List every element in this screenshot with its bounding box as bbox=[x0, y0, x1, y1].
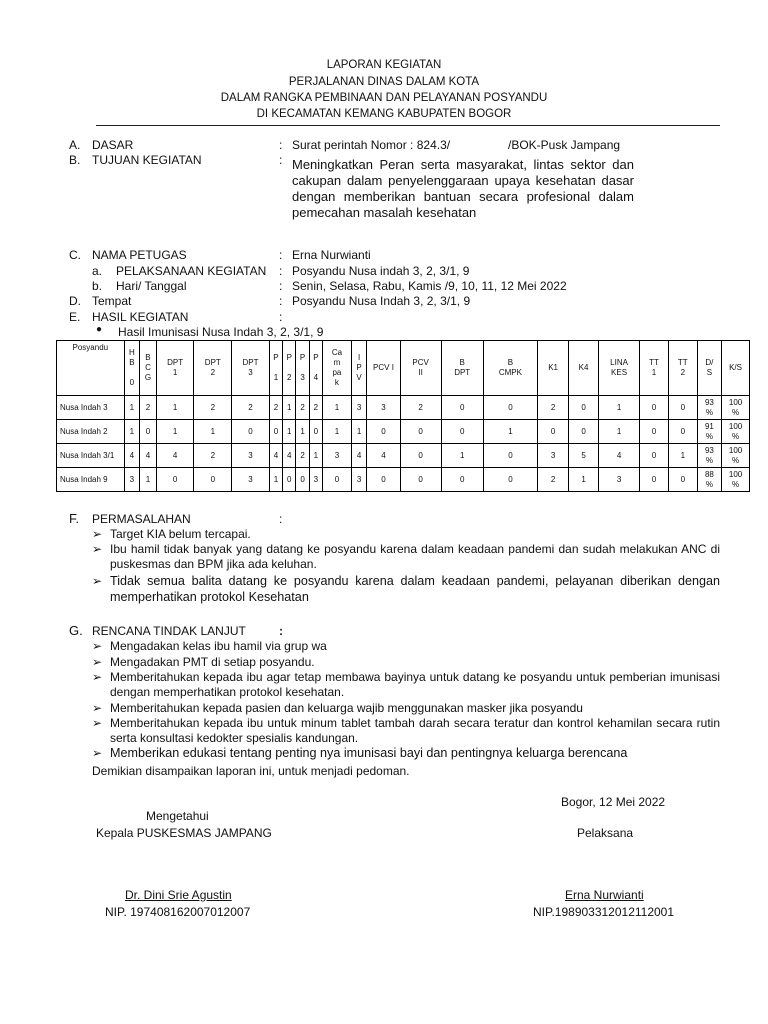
section-b-line-3: dengan memberikan bantuan secara profesional dalam bbox=[292, 189, 634, 204]
table-cell: 1 bbox=[124, 420, 140, 444]
posyandu-name-cell: Nusa Indah 3 bbox=[57, 396, 125, 420]
table-header-cell bbox=[269, 341, 282, 396]
table-cell: 0 bbox=[296, 468, 309, 492]
table-cell: 1 bbox=[599, 420, 640, 444]
ks-cell-line: 100 bbox=[728, 445, 743, 455]
section-a-value: Surat perintah Nomor : 824.3/ bbox=[292, 138, 451, 152]
arrow-bullet-icon: ➢ bbox=[92, 701, 103, 715]
table-cell: 1 bbox=[668, 444, 697, 468]
section-g-colon: : bbox=[279, 624, 283, 638]
table-cell: 1 bbox=[194, 420, 232, 444]
table-cell: 1 bbox=[323, 396, 352, 420]
table-cell: 4 bbox=[156, 444, 194, 468]
ds-cell-line: % bbox=[705, 407, 713, 417]
section-g-letter: G. bbox=[69, 623, 83, 638]
table-cell: 3 bbox=[232, 444, 270, 468]
table-cell: 0 bbox=[538, 420, 569, 444]
table-row bbox=[57, 420, 750, 444]
table-cell: 2 bbox=[232, 396, 270, 420]
arrow-bullet-icon: ➢ bbox=[92, 655, 103, 669]
section-c-a-letter: a. bbox=[92, 264, 103, 278]
table-header-cell bbox=[697, 341, 721, 396]
table-cell: 2 bbox=[194, 444, 232, 468]
closing-text: Demikian disampaikan laporan ini, untuk menjadi pedoman. bbox=[92, 764, 410, 778]
table-header-line: 0 bbox=[129, 378, 135, 387]
table-header-line: DPT bbox=[204, 358, 221, 367]
left-signatory-title-1: Mengetahui bbox=[146, 809, 209, 823]
posyandu-name-cell: Nusa Indah 2 bbox=[57, 420, 125, 444]
table-header-line: 2 bbox=[680, 368, 686, 377]
table-cell: 1 bbox=[599, 396, 640, 420]
arrow-bullet-icon: ➢ bbox=[92, 716, 103, 730]
table-cell: 0 bbox=[640, 396, 669, 420]
table-header-line: CMPK bbox=[498, 368, 522, 377]
section-b-line-2: cakupan dalam penyelenggaraan upaya kesehatan dasar bbox=[292, 173, 634, 188]
ds-cell-line: 93 bbox=[704, 397, 714, 407]
section-c-letter: C. bbox=[69, 248, 81, 262]
table-cell: 1 bbox=[269, 468, 282, 492]
table-cell: 1 bbox=[309, 444, 322, 468]
table-cell: 4 bbox=[124, 444, 140, 468]
table-header-line: I bbox=[357, 353, 361, 362]
report-title: LAPORAN KEGIATAN bbox=[326, 59, 442, 71]
table-cell: 0 bbox=[441, 420, 483, 444]
table-header-line: LINA bbox=[610, 358, 628, 367]
table-cell: 4 bbox=[599, 444, 640, 468]
section-b-line-4: pemecahan masalah kesehatan bbox=[292, 205, 477, 220]
table-cell: 4 bbox=[269, 444, 282, 468]
table-cell: 4 bbox=[283, 444, 296, 468]
table-cell: 0 bbox=[400, 420, 441, 444]
place-date: Bogor, 12 Mei 2022 bbox=[561, 795, 666, 809]
section-b-colon: : bbox=[279, 153, 283, 167]
section-g-label: RENCANA TINDAK LANJUT bbox=[92, 624, 246, 638]
section-c-a-label: PELAKSANAAN KEGIATAN bbox=[116, 264, 267, 278]
table-header-cell bbox=[599, 341, 640, 396]
section-f-colon: : bbox=[279, 512, 283, 526]
table-header-cell bbox=[124, 341, 140, 396]
ds-cell-line: 91 bbox=[704, 421, 714, 431]
table-header-line: H bbox=[128, 348, 135, 357]
ks-cell-line: 100 bbox=[728, 397, 743, 407]
posyandu-name-cell: Nusa Indah 9 bbox=[57, 468, 125, 492]
table-cell: 1 bbox=[483, 420, 537, 444]
ks-cell-line: 100 bbox=[728, 469, 743, 479]
section-c-a-colon: : bbox=[279, 264, 283, 278]
section-c-colon: : bbox=[279, 248, 283, 262]
table-cell: 0 bbox=[441, 468, 483, 492]
table-header-cell bbox=[140, 341, 157, 396]
table-header-line bbox=[125, 368, 140, 378]
table-header-line: 1 bbox=[273, 373, 279, 382]
report-subtitle-2: DALAM RANGKA PEMBINAAN DAN PELAYANAN POSYANDU bbox=[220, 92, 548, 104]
section-d-colon: : bbox=[279, 294, 283, 308]
table-cell: 4 bbox=[351, 444, 367, 468]
section-c-b-letter: b. bbox=[92, 279, 103, 293]
section-a-letter: A. bbox=[69, 138, 81, 152]
report-subtitle-1: PERJALANAN DINAS DALAM KOTA bbox=[288, 76, 480, 88]
table-header-cell bbox=[323, 341, 352, 396]
table-header-line: K1 bbox=[548, 363, 558, 372]
section-e-colon: : bbox=[279, 310, 283, 324]
table-cell: 1 bbox=[156, 396, 194, 420]
table-cell: 3 bbox=[323, 444, 352, 468]
left-signatory-nip: NIP. 197408162007012007 bbox=[105, 905, 251, 919]
posyandu-name-cell: Nusa Indah 3/1 bbox=[57, 444, 125, 468]
table-cell: 2 bbox=[296, 396, 309, 420]
table-header-line: C bbox=[145, 363, 151, 372]
left-signatory-title-2: Kepala PUSKESMAS JAMPANG bbox=[96, 826, 272, 840]
table-header-line: 2 bbox=[287, 373, 292, 382]
report-subtitle-3: DI KECAMATAN KEMANG KABUPATEN BOGOR bbox=[256, 108, 512, 120]
permasalahan-item-3: Tidak semua balita datang ke posyandu karena dalam keadaan pandemi, pelayanan diberikan dengan memperhatikan protokol Kesehatan bbox=[110, 574, 720, 604]
table-header-cell bbox=[367, 341, 400, 396]
section-b-line-1: Meningkatkan Peran serta masyarakat, lintas sektor dan bbox=[292, 157, 634, 172]
table-cell: 0 bbox=[269, 420, 282, 444]
table-cell: 0 bbox=[309, 420, 322, 444]
table-header-cell bbox=[722, 341, 750, 396]
right-signatory-title: Pelaksana bbox=[577, 826, 634, 840]
table-header-line: P bbox=[286, 353, 292, 362]
bullet-dot-icon: ● bbox=[96, 324, 103, 335]
table-cell: 2 bbox=[538, 468, 569, 492]
ks-cell bbox=[722, 468, 750, 492]
table-header-line bbox=[270, 363, 282, 373]
rencana-item-2: Mengadakan PMT di setiap posyandu. bbox=[110, 655, 315, 669]
ds-cell-line: % bbox=[705, 455, 713, 465]
arrow-bullet-icon: ➢ bbox=[92, 527, 103, 541]
table-cell: 0 bbox=[367, 420, 400, 444]
table-header-line: m bbox=[333, 358, 341, 367]
section-c-b-colon: : bbox=[279, 279, 283, 293]
table-row bbox=[57, 468, 750, 492]
table-header-line: PCV bbox=[412, 358, 429, 367]
ks-cell-line: % bbox=[731, 407, 740, 417]
section-c-value: Erna Nurwianti bbox=[292, 248, 371, 262]
table-cell: 4 bbox=[367, 444, 400, 468]
section-e-bullet-text: Hasil Imunisasi Nusa Indah 3, 2, 3/1, 9 bbox=[118, 325, 324, 339]
ds-cell bbox=[697, 444, 721, 468]
table-header-cell bbox=[640, 341, 669, 396]
table-header-line: II bbox=[418, 368, 423, 377]
table-header-line: pa bbox=[332, 368, 342, 377]
table-cell: 0 bbox=[367, 468, 400, 492]
table-cell: 1 bbox=[124, 396, 140, 420]
table-header-line: B bbox=[507, 358, 514, 367]
section-b-letter: B. bbox=[69, 153, 81, 167]
section-f-label: PERMASALAHAN bbox=[92, 512, 191, 526]
table-header-cell bbox=[296, 341, 309, 396]
table-cell: 0 bbox=[232, 420, 270, 444]
table-header-line: G bbox=[144, 373, 152, 382]
table-header-line: B bbox=[459, 358, 465, 367]
ks-cell-line: 100 bbox=[728, 421, 743, 431]
arrow-bullet-icon: ➢ bbox=[92, 542, 103, 556]
table-header-line: KES bbox=[611, 368, 628, 377]
ks-cell-line: % bbox=[731, 431, 740, 441]
table-header-cell bbox=[57, 341, 125, 396]
table-header-line: V bbox=[356, 373, 362, 382]
table-header-cell bbox=[483, 341, 537, 396]
table-cell: 0 bbox=[640, 420, 669, 444]
ds-cell-line: % bbox=[705, 479, 713, 489]
table-row bbox=[57, 396, 750, 420]
immunization-table bbox=[56, 340, 750, 492]
table-cell: 0 bbox=[441, 396, 483, 420]
table-header-line: P bbox=[273, 353, 279, 362]
table-header-line: P bbox=[313, 353, 319, 362]
table-header-cell bbox=[309, 341, 322, 396]
table-cell: 0 bbox=[668, 468, 697, 492]
table-header-line: DPT bbox=[242, 358, 259, 367]
ds-cell-line: 93 bbox=[704, 445, 714, 455]
table-header-line: DPT bbox=[167, 358, 184, 367]
table-cell: 0 bbox=[400, 444, 441, 468]
table-cell: 2 bbox=[538, 396, 569, 420]
table-header-cell bbox=[569, 341, 599, 396]
table-header-cell bbox=[441, 341, 483, 396]
table-header-line: K4 bbox=[578, 363, 589, 372]
table-cell: 2 bbox=[400, 396, 441, 420]
permasalahan-item-1: Target KIA belum tercapai. bbox=[110, 527, 251, 541]
ds-cell bbox=[697, 468, 721, 492]
table-cell: 0 bbox=[156, 468, 194, 492]
table-cell: 0 bbox=[640, 444, 669, 468]
section-a-colon: : bbox=[279, 138, 283, 152]
table-cell: 3 bbox=[232, 468, 270, 492]
section-e-label: HASIL KEGIATAN bbox=[92, 310, 189, 324]
table-header-line: 1 bbox=[651, 368, 657, 377]
table-cell: 0 bbox=[569, 396, 599, 420]
table-cell: 0 bbox=[140, 420, 157, 444]
table-header-cell bbox=[668, 341, 697, 396]
right-signatory-nip: NIP.198903312012112001 bbox=[533, 905, 675, 919]
section-d-letter: D. bbox=[69, 294, 81, 308]
table-cell: 1 bbox=[323, 420, 352, 444]
table-cell: 0 bbox=[400, 468, 441, 492]
table-header-cell bbox=[400, 341, 441, 396]
table-cell: 2 bbox=[269, 396, 282, 420]
table-cell: 0 bbox=[323, 468, 352, 492]
section-c-b-label: Hari/ Tanggal bbox=[116, 279, 187, 293]
table-cell: 3 bbox=[367, 396, 400, 420]
table-cell: 1 bbox=[156, 420, 194, 444]
rencana-item-1: Mengadakan kelas ibu hamil via grup wa bbox=[110, 639, 327, 653]
ks-cell-line: % bbox=[731, 455, 740, 465]
table-header-line: B bbox=[145, 353, 151, 362]
table-cell: 3 bbox=[599, 468, 640, 492]
table-header-line: P bbox=[356, 363, 362, 372]
table-cell: 0 bbox=[668, 420, 697, 444]
table-header-line: k bbox=[334, 378, 339, 387]
table-header-cell bbox=[156, 341, 194, 396]
table-header-cell bbox=[194, 341, 232, 396]
table-header-row bbox=[57, 341, 750, 396]
table-header-line: P bbox=[299, 353, 306, 362]
permasalahan-item-2: Ibu hamil tidak banyak yang datang ke posyandu karena dalam keadaan pandemi dan sudah melakukan ANC di puskesmas dan BPM jika ada keluhan. bbox=[110, 542, 720, 571]
right-signatory-name: Erna Nurwianti bbox=[565, 888, 644, 902]
section-d-value: Posyandu Nusa Indah 3, 2, 3/1, 9 bbox=[292, 294, 471, 308]
ks-cell bbox=[722, 420, 750, 444]
table-header-line: D/ bbox=[705, 358, 714, 367]
table-cell: 2 bbox=[194, 396, 232, 420]
section-c-a-value: Posyandu Nusa indah 3, 2, 3/1, 9 bbox=[292, 264, 470, 278]
table-cell: 3 bbox=[351, 468, 367, 492]
section-b-label: TUJUAN KEGIATAN bbox=[92, 153, 202, 167]
header-divider bbox=[96, 125, 720, 126]
table-cell: 0 bbox=[194, 468, 232, 492]
table-header-line bbox=[296, 363, 308, 373]
table-cell: 0 bbox=[483, 468, 537, 492]
table-cell: 0 bbox=[640, 468, 669, 492]
section-a-value-suffix: /BOK-Pusk Jampang bbox=[508, 138, 621, 152]
table-cell: 0 bbox=[483, 444, 537, 468]
table-header-line: 2 bbox=[210, 368, 216, 377]
section-a-label: DASAR bbox=[92, 138, 134, 152]
arrow-bullet-icon: ➢ bbox=[92, 639, 103, 653]
table-cell: 4 bbox=[140, 444, 157, 468]
ks-cell bbox=[722, 396, 750, 420]
table-header-line: Posyandu bbox=[72, 343, 109, 352]
section-c-b-value: Senin, Selasa, Rabu, Kamis /9, 10, 11, 12 Mei 2022 bbox=[292, 279, 567, 293]
section-e-letter: E. bbox=[69, 310, 81, 324]
table-header-line: 3 bbox=[300, 373, 305, 382]
table-cell: 3 bbox=[124, 468, 140, 492]
rencana-item-5: Memberitahukan kepada ibu untuk minum tablet tambah darah secara teratur dan kontrol kehamilan secara rutin serta konsultasi kedokter spesialis kandungan. bbox=[110, 716, 720, 745]
table-header-line: TT bbox=[649, 358, 659, 367]
rencana-item-4: Memberitahukan kepada pasien dan keluarga wajib menggunakan masker jika posyandu bbox=[110, 701, 583, 715]
table-header-line: PCV I bbox=[373, 363, 394, 372]
table-cell: 2 bbox=[296, 444, 309, 468]
table-cell: 0 bbox=[283, 468, 296, 492]
table-cell: 3 bbox=[538, 444, 569, 468]
table-cell: 5 bbox=[569, 444, 599, 468]
table-header-line: S bbox=[706, 368, 713, 377]
arrow-bullet-icon: ➢ bbox=[92, 670, 103, 684]
table-cell: 3 bbox=[351, 396, 367, 420]
section-b-text bbox=[292, 157, 634, 221]
table-header-line bbox=[283, 363, 295, 373]
table-header-cell bbox=[283, 341, 296, 396]
ds-cell bbox=[697, 420, 721, 444]
table-cell: 1 bbox=[569, 468, 599, 492]
section-f-letter: F. bbox=[69, 511, 80, 526]
table-header-cell bbox=[232, 341, 270, 396]
ks-cell bbox=[722, 444, 750, 468]
table-row bbox=[57, 444, 750, 468]
table-header-line: K/S bbox=[729, 363, 742, 372]
table-cell: 0 bbox=[483, 396, 537, 420]
table-cell: 3 bbox=[309, 468, 322, 492]
section-c-label: NAMA PETUGAS bbox=[92, 248, 187, 262]
ks-cell-line: % bbox=[731, 479, 740, 489]
rencana-item-3: Memberitahukan kepada ibu agar tetap membawa bayinya untuk datang ke posyandu untuk pemberian imunisasi dengan memperhatikan protokol kesehatan. bbox=[110, 670, 720, 699]
arrow-bullet-icon: ➢ bbox=[92, 574, 103, 588]
ds-cell-line: % bbox=[705, 431, 713, 441]
table-cell: 1 bbox=[140, 468, 157, 492]
table-cell: 2 bbox=[140, 396, 157, 420]
table-cell: 1 bbox=[351, 420, 367, 444]
table-header-line bbox=[310, 363, 322, 373]
table-header-line: B bbox=[129, 358, 135, 367]
section-d-label: Tempat bbox=[92, 294, 132, 308]
table-header-line: Ca bbox=[331, 348, 343, 357]
table-cell: 1 bbox=[283, 396, 296, 420]
table-header-cell bbox=[538, 341, 569, 396]
table-cell: 1 bbox=[441, 444, 483, 468]
table-header-line: TT bbox=[677, 358, 688, 367]
left-signatory-name: Dr. Dini Srie Agustin bbox=[125, 888, 232, 902]
table-cell: 2 bbox=[309, 396, 322, 420]
table-header-line: DPT bbox=[454, 368, 471, 377]
ds-cell bbox=[697, 396, 721, 420]
table-cell: 1 bbox=[296, 420, 309, 444]
arrow-bullet-icon: ➢ bbox=[92, 746, 103, 760]
table-cell: 0 bbox=[668, 396, 697, 420]
table-cell: 1 bbox=[283, 420, 296, 444]
table-header-cell bbox=[351, 341, 367, 396]
table-header-line: 1 bbox=[172, 368, 178, 377]
table-header-line: 3 bbox=[248, 368, 253, 377]
table-header-line: 4 bbox=[313, 373, 319, 382]
ds-cell-line: 88 bbox=[704, 469, 714, 479]
rencana-item-6: Memberikan edukasi tentang penting nya imunisasi bayi dan pentingnya keluarga berencana bbox=[110, 746, 628, 760]
table-cell: 0 bbox=[569, 420, 599, 444]
